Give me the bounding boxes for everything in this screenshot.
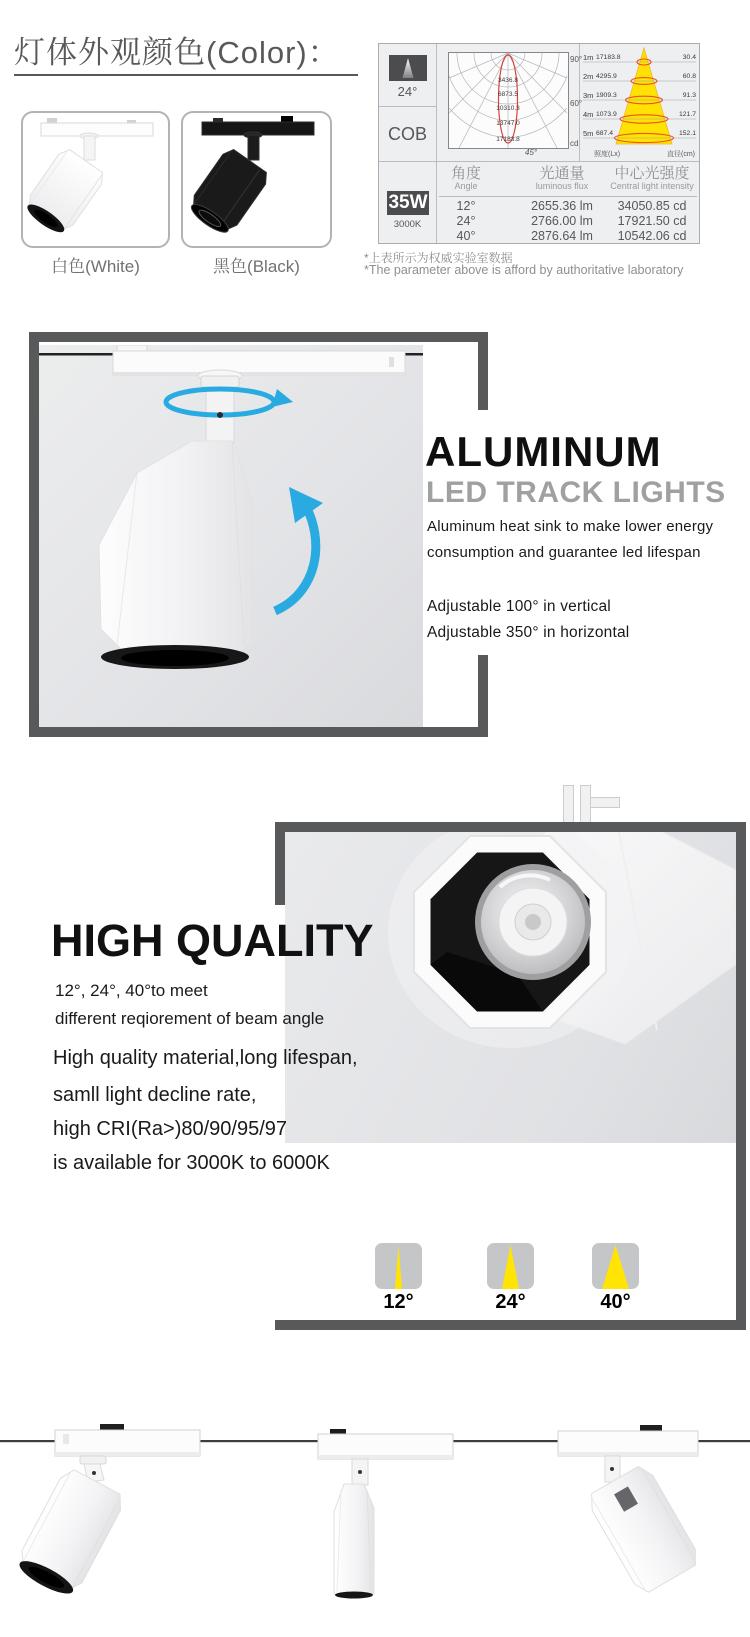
cct-value: 3000K — [393, 219, 422, 230]
chip-type: COB — [387, 124, 427, 144]
beam-label-40: 40° — [600, 1291, 631, 1313]
frame2-bottom — [275, 1320, 746, 1330]
quality-line-2: different reqiorement of beam angle — [55, 1009, 325, 1028]
polar-ring-3: 10310.3 — [496, 105, 520, 112]
table-hline-main — [379, 161, 699, 162]
row1-flux: 2655.36 lm — [531, 199, 593, 213]
table-vline-1 — [436, 44, 437, 243]
cone-dia-2: 60.8 — [682, 73, 696, 80]
track-lights-row-illustration — [0, 1400, 750, 1637]
frame2-left — [275, 822, 285, 905]
color-option-black-card — [181, 111, 332, 248]
quality-line-4: samll light decline rate, — [53, 1084, 257, 1106]
footnote-zh: *上表所示为权威实验室数据 — [364, 251, 513, 265]
polar-diagram — [448, 52, 569, 149]
header-divider — [439, 196, 697, 197]
rotation-arrowhead — [272, 389, 293, 407]
track-light-right — [558, 1425, 702, 1596]
aluminum-text-panel — [423, 410, 750, 655]
aluminum-title: ALUMINUM — [425, 428, 662, 475]
white-track-light-image — [23, 113, 168, 246]
cone-dia-5: 152.1 — [678, 130, 696, 137]
beam-icon-24 — [487, 1243, 534, 1289]
cone-dia-3: 91.3 — [682, 92, 696, 99]
vertical-arrowhead — [289, 487, 323, 523]
polar-ring-2: 6873.5 — [498, 91, 518, 98]
quality-line-1: 12°, 24°, 40°to meet — [55, 981, 208, 1000]
label-white: 白色(White) — [51, 257, 140, 276]
rotating-lamp-illustration — [39, 345, 423, 727]
frame2-top — [275, 822, 746, 832]
aluminum-subtitle: LED TRACK LIGHTS — [426, 476, 726, 509]
cone-lux-1: 17183.8 — [596, 54, 621, 61]
track-light-left — [12, 1424, 200, 1601]
header-intensity-zh: 中心光强度 — [614, 165, 690, 182]
header-angle-zh: 角度 — [450, 165, 481, 182]
polar-label-60: 60° — [570, 99, 583, 108]
cone-diagram — [580, 44, 699, 161]
polar-ring-4: 13747.0 — [496, 120, 520, 127]
polar-grid — [449, 53, 568, 148]
cone-lux-5: 687.4 — [596, 130, 614, 137]
color-option-white-card — [21, 111, 170, 248]
mount-arm — [590, 797, 620, 808]
beam-icon — [389, 55, 427, 81]
wattage-box: 35W — [388, 192, 428, 213]
beam-icon-12 — [375, 1243, 422, 1289]
quality-title: HIGH QUALITY — [51, 915, 374, 966]
cone-lux-3: 1909.3 — [596, 92, 617, 99]
quality-line-3: High quality material,long lifespan, — [53, 1047, 358, 1069]
cone-dist-2: 2m — [583, 72, 594, 81]
beam-label-12: 12° — [383, 1291, 414, 1313]
cone-dist-5: 5m — [583, 129, 594, 138]
row2-intensity: 17921.50 cd — [617, 214, 687, 228]
row3-flux: 2876.64 lm — [531, 229, 593, 243]
black-track-light-image — [183, 113, 330, 246]
beam-icon-40 — [592, 1243, 639, 1289]
polar-label-cd: cd — [570, 139, 579, 148]
aluminum-product-photo — [39, 345, 423, 727]
beam-angle-icon-box — [389, 55, 427, 81]
table-hline-left — [379, 106, 436, 107]
lamp-body — [99, 441, 253, 655]
aluminum-desc-2: consumption and guarantee led lifespan — [427, 544, 701, 561]
polar-ring-5: 17183.8 — [496, 136, 520, 143]
quality-product-photo — [285, 832, 736, 1143]
label-black: 黑色(Black) — [213, 257, 300, 276]
header-intensity-en: Central light intensity — [610, 180, 694, 191]
footnote-en: *The parameter above is afford by authoritative laboratory — [364, 263, 684, 277]
cone-dia-1: 30.4 — [682, 54, 696, 61]
aluminum-adjust-1: Adjustable 100° in vertical — [427, 598, 611, 615]
beam-angle-value: 24° — [397, 84, 418, 99]
quality-line-5: high CRI(Ra>)80/90/95/97 — [53, 1118, 288, 1140]
cone-lux-4: 1073.9 — [596, 111, 617, 118]
track-light-middle — [318, 1429, 453, 1599]
cone-dia-4: 121.7 — [678, 111, 696, 118]
header-angle-en: Angle — [454, 180, 478, 191]
row2-angle: 24° — [456, 214, 476, 228]
row1-angle: 12° — [456, 199, 476, 213]
cone-lux-label: 照度(Lx) — [594, 151, 621, 158]
cone-lux-2: 4295.9 — [596, 73, 617, 80]
header-flux-zh: 光通量 — [539, 165, 585, 182]
row1-intensity: 34050.85 cd — [617, 199, 687, 213]
cone-dia-label: 直径(cm) — [667, 151, 695, 158]
cone-dist-1: 1m — [583, 53, 594, 62]
polar-label-45: 45° — [525, 148, 538, 157]
polar-label-90: 90° — [570, 55, 583, 64]
row2-flux: 2766.00 lm — [531, 214, 593, 228]
row3-intensity: 10542.06 cd — [617, 229, 687, 243]
header-flux-en: luminous flux — [535, 180, 589, 191]
photometric-table — [378, 43, 700, 244]
cone-dist-3: 3m — [583, 91, 594, 100]
aluminum-desc-1: Aluminum heat sink to make lower energy — [427, 518, 714, 535]
row3-angle: 40° — [456, 229, 476, 243]
lamp-led-center — [525, 914, 541, 930]
frame2-right — [736, 822, 746, 1330]
polar-ring-1: 3436.8 — [498, 77, 518, 84]
beam-label-24: 24° — [495, 1291, 526, 1313]
aluminum-adjust-2: Adjustable 350° in horizontal — [427, 624, 630, 641]
title-underline — [14, 74, 358, 76]
quality-line-6: is available for 3000K to 6000K — [53, 1152, 330, 1174]
header-angle — [441, 166, 491, 191]
light-cone — [580, 44, 699, 161]
header-intensity — [605, 166, 699, 191]
color-section-title: 灯体外观颜色(Color)： — [14, 35, 340, 70]
lamp-closeup-illustration — [285, 832, 736, 1143]
cone-dist-4: 4m — [583, 110, 594, 119]
